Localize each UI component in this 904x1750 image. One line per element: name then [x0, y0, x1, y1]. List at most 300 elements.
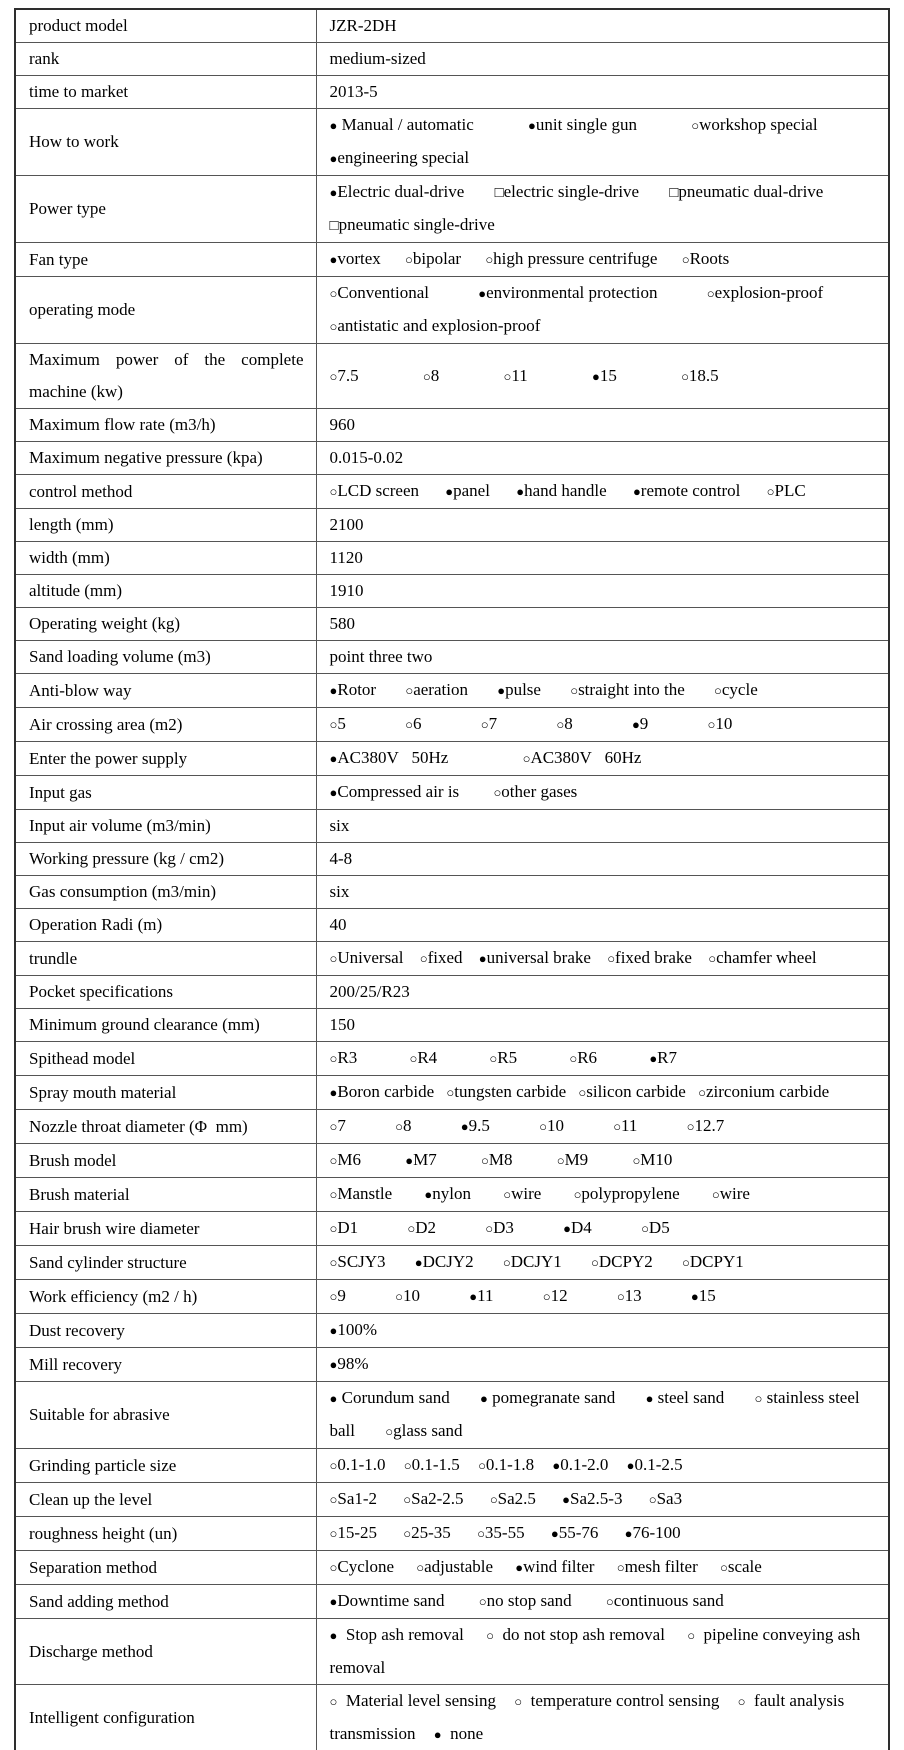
- option-label: 5: [337, 714, 346, 733]
- row-label: Brush material: [15, 1178, 316, 1212]
- table-row: [15, 442, 889, 475]
- radio-empty-icon: ○: [687, 1628, 696, 1643]
- table-row: [15, 909, 889, 942]
- option-label: temperature control sensing: [522, 1691, 720, 1710]
- option-label: steel sand: [653, 1388, 725, 1407]
- option: [469, 1286, 493, 1305]
- row-label: rank: [15, 43, 316, 76]
- option: [405, 249, 461, 268]
- option: [632, 1150, 672, 1169]
- option-label: fault analysis transmission: [329, 1691, 845, 1743]
- radio-empty-icon: ○: [607, 951, 616, 966]
- row-label: Power type: [15, 176, 316, 243]
- option-label: R6: [577, 1048, 598, 1067]
- option-label: universal brake: [486, 948, 591, 967]
- option: [330, 1184, 393, 1203]
- option-label: tungsten carbide: [454, 1082, 567, 1101]
- table-row: [15, 776, 889, 810]
- option-label: AC380V 60Hz: [530, 748, 642, 767]
- radio-empty-icon: ○: [329, 1560, 338, 1575]
- option-label: 7: [488, 714, 498, 733]
- radio-empty-icon: ○: [489, 1492, 498, 1507]
- radio-empty-icon: ○: [329, 484, 338, 499]
- row-label: Maximum flow rate (m3/h): [15, 409, 316, 442]
- option: [514, 1691, 719, 1710]
- option-label: M9: [564, 1150, 589, 1169]
- option-label: high pressure centrifuge: [493, 249, 658, 268]
- row-label: Grinding particle size: [15, 1449, 316, 1483]
- option-label: D1: [337, 1218, 359, 1237]
- option-label: Cyclone: [337, 1557, 395, 1576]
- radio-empty-icon: ○: [591, 1255, 599, 1270]
- option-label: D3: [493, 1218, 514, 1237]
- radio-empty-icon: ○: [691, 118, 700, 133]
- option: [330, 215, 495, 234]
- table-row: [15, 843, 889, 876]
- radio-filled-icon: ●: [329, 785, 338, 800]
- radio-empty-icon: ○: [737, 1694, 746, 1709]
- option: [720, 1557, 762, 1576]
- option: [528, 115, 637, 134]
- option-label: 76-100: [632, 1523, 681, 1542]
- option: [461, 1116, 490, 1135]
- radio-empty-icon: ○: [329, 1119, 338, 1134]
- table-row: [15, 1144, 889, 1178]
- row-label: trundle: [15, 942, 316, 976]
- option: [682, 1252, 744, 1271]
- option-label: wind filter: [523, 1557, 595, 1576]
- radio-empty-icon: ○: [480, 1153, 489, 1168]
- option-label: Electric dual-drive: [337, 182, 465, 201]
- option: [330, 782, 460, 801]
- option: [330, 948, 404, 967]
- radio-empty-icon: ○: [486, 1628, 495, 1643]
- option: [445, 481, 490, 500]
- row-label: product model: [15, 9, 316, 43]
- row-value: [316, 843, 889, 876]
- option-label: pneumatic dual-drive: [678, 182, 824, 201]
- table-row: [15, 409, 889, 442]
- radio-filled-icon: ●: [469, 1289, 478, 1304]
- table-row: [15, 575, 889, 608]
- option-label: SCJY3: [337, 1252, 386, 1271]
- value-text: 1120: [329, 548, 363, 567]
- table-row: [15, 243, 889, 277]
- option: [423, 366, 439, 385]
- option-label: stainless steel ball: [329, 1388, 860, 1440]
- row-label: control method: [15, 475, 316, 509]
- table-row: [15, 1110, 889, 1144]
- row-value: [316, 1685, 889, 1750]
- option: [405, 680, 468, 699]
- value-text: 150: [329, 1015, 355, 1034]
- option: [420, 948, 463, 967]
- option: [516, 481, 606, 500]
- radio-empty-icon: ○: [477, 1526, 485, 1541]
- radio-empty-icon: ○: [478, 1594, 487, 1609]
- row-label: Brush model: [15, 1144, 316, 1178]
- option-label: electric single-drive: [503, 182, 640, 201]
- option: [330, 1523, 378, 1542]
- option: [591, 1252, 653, 1271]
- radio-filled-icon: ●: [329, 252, 338, 267]
- option: [330, 1116, 346, 1135]
- option-label: Compressed air is: [337, 782, 460, 801]
- radio-filled-icon: ●: [414, 1255, 423, 1270]
- option-label: DCPY2: [598, 1252, 653, 1271]
- option: [503, 1252, 562, 1271]
- row-value: [316, 76, 889, 109]
- radio-empty-icon: ○: [605, 1594, 614, 1609]
- option-label: hand handle: [524, 481, 607, 500]
- radio-empty-icon: ○: [329, 1289, 338, 1304]
- option: [330, 1354, 369, 1373]
- radio-filled-icon: ●: [460, 1119, 469, 1134]
- row-value: [316, 942, 889, 976]
- radio-empty-icon: ○: [405, 717, 413, 732]
- option-label: 12.7: [694, 1116, 725, 1135]
- radio-filled-icon: ●: [624, 1526, 633, 1541]
- row-value: [316, 708, 889, 742]
- row-value: [316, 542, 889, 575]
- radio-filled-icon: ●: [550, 1526, 559, 1541]
- option: [708, 948, 816, 967]
- value-text: point three two: [329, 647, 433, 666]
- option: [330, 1048, 358, 1067]
- option: [405, 714, 421, 733]
- radio-filled-icon: ●: [329, 1628, 338, 1643]
- option: [330, 1489, 378, 1508]
- row-value: [316, 641, 889, 674]
- radio-empty-icon: ○: [446, 1085, 455, 1100]
- radio-empty-icon: ○: [503, 1187, 512, 1202]
- radio-empty-icon: ○: [556, 717, 565, 732]
- radio-empty-icon: ○: [616, 1560, 625, 1575]
- option-label: Conventional: [337, 283, 429, 302]
- table-row: [15, 1585, 889, 1619]
- option-label: M10: [640, 1150, 673, 1169]
- row-label: length (mm): [15, 509, 316, 542]
- radio-empty-icon: ○: [632, 1153, 641, 1168]
- radio-filled-icon: ●: [329, 1594, 338, 1609]
- option-label: none: [441, 1724, 484, 1743]
- option-label: Manstle: [337, 1184, 393, 1203]
- option: [698, 1082, 829, 1101]
- option: [691, 115, 817, 134]
- row-value: [316, 1449, 889, 1483]
- table-row: [15, 109, 889, 176]
- radio-empty-icon: ○: [329, 1458, 338, 1473]
- radio-filled-icon: ●: [329, 1323, 338, 1338]
- table-row: [15, 1348, 889, 1382]
- radio-empty-icon: ○: [329, 319, 338, 334]
- radio-empty-icon: ○: [329, 1526, 338, 1541]
- radio-empty-icon: ○: [485, 1221, 494, 1236]
- option: [330, 1286, 346, 1305]
- option: [497, 680, 541, 699]
- option: [557, 1150, 588, 1169]
- radio-filled-icon: ●: [329, 1391, 338, 1406]
- table-row: [15, 1076, 889, 1110]
- row-label: Anti-blow way: [15, 674, 316, 708]
- option: [403, 1489, 463, 1508]
- row-value: [316, 1619, 889, 1685]
- row-value: [316, 1280, 889, 1314]
- option: [330, 182, 465, 201]
- option-label: aeration: [413, 680, 468, 699]
- radio-filled-icon: ●: [433, 1727, 442, 1742]
- radio-empty-icon: ○: [682, 1255, 690, 1270]
- radio-empty-icon: ○: [714, 683, 722, 698]
- option-label: Manual / automatic: [337, 115, 474, 134]
- table-row: [15, 1280, 889, 1314]
- option: [569, 1048, 597, 1067]
- checkbox-empty-icon: □: [494, 185, 504, 201]
- option: [633, 481, 740, 500]
- option: [330, 249, 381, 268]
- row-value: [316, 1110, 889, 1144]
- radio-filled-icon: ●: [329, 683, 338, 698]
- row-value: [316, 742, 889, 776]
- option-label: 100%: [337, 1320, 378, 1339]
- option-label: other gases: [501, 782, 578, 801]
- value-text: 2013-5: [329, 82, 378, 101]
- row-label: Operating weight (kg): [15, 608, 316, 641]
- radio-empty-icon: ○: [569, 1051, 578, 1066]
- row-label: Pocket specifications: [15, 976, 316, 1009]
- radio-filled-icon: ●: [497, 683, 506, 698]
- row-value: [316, 1042, 889, 1076]
- option: [479, 948, 591, 967]
- option-label: 9.5: [468, 1116, 490, 1135]
- option-label: M6: [337, 1150, 361, 1169]
- option-label: remote control: [640, 481, 741, 500]
- option: [551, 1523, 599, 1542]
- table-row: [15, 1246, 889, 1280]
- option-label: wire: [719, 1184, 750, 1203]
- option-label: panel: [453, 481, 490, 500]
- option-label: 11: [511, 365, 528, 385]
- row-value: [316, 909, 889, 942]
- row-label: Fan type: [15, 243, 316, 277]
- option-label: unit single gun: [535, 115, 637, 134]
- radio-empty-icon: ○: [403, 1458, 412, 1473]
- option-label: Sa2-2.5: [411, 1489, 464, 1508]
- option: [330, 1082, 435, 1101]
- radio-filled-icon: ●: [329, 1085, 338, 1100]
- option: [481, 714, 497, 733]
- option: [330, 1150, 361, 1169]
- option: [563, 1218, 592, 1237]
- radio-empty-icon: ○: [405, 683, 414, 698]
- radio-empty-icon: ○: [329, 368, 338, 384]
- row-label: Work efficiency (m2 / h): [15, 1280, 316, 1314]
- radio-empty-icon: ○: [711, 1187, 720, 1202]
- option: [641, 1218, 670, 1237]
- row-value: [316, 575, 889, 608]
- radio-filled-icon: ●: [563, 1221, 572, 1236]
- row-label: Mill recovery: [15, 1348, 316, 1382]
- option-label: bipolar: [412, 249, 462, 268]
- value-text: medium-sized: [329, 49, 426, 68]
- option: [409, 1048, 437, 1067]
- option-label: 6: [412, 714, 422, 733]
- row-value: [316, 409, 889, 442]
- radio-empty-icon: ○: [616, 1289, 625, 1304]
- table-row: [15, 641, 889, 674]
- radio-empty-icon: ○: [329, 717, 338, 732]
- option: [486, 1625, 665, 1644]
- row-label: Intelligent configuration: [15, 1685, 316, 1750]
- radio-empty-icon: ○: [766, 484, 775, 499]
- row-value: [316, 608, 889, 641]
- option: [330, 148, 470, 167]
- radio-empty-icon: ○: [708, 951, 717, 966]
- radio-filled-icon: ●: [329, 151, 338, 166]
- radio-filled-icon: ●: [329, 751, 338, 766]
- table-row: [15, 43, 889, 76]
- radio-filled-icon: ●: [405, 1153, 414, 1168]
- option-label: Rotor: [337, 680, 377, 699]
- option-label: adjustable: [424, 1557, 494, 1576]
- option: [646, 1388, 725, 1407]
- radio-empty-icon: ○: [503, 368, 512, 384]
- option-label: R3: [337, 1048, 358, 1067]
- option: [404, 1455, 460, 1474]
- radio-empty-icon: ○: [686, 1119, 695, 1134]
- row-label: Sand adding method: [15, 1585, 316, 1619]
- option-label: polypropylene: [581, 1184, 680, 1203]
- row-value: [316, 1551, 889, 1585]
- option-label: 15: [698, 1286, 716, 1305]
- value-text: 0.015-0.02: [329, 448, 404, 467]
- option-label: Material level sensing: [337, 1691, 496, 1710]
- option: [416, 1557, 493, 1576]
- option-label: M7: [413, 1150, 437, 1169]
- option: [490, 1489, 536, 1508]
- option-label: 55-76: [558, 1523, 599, 1542]
- option-label: 10: [715, 714, 733, 733]
- radio-filled-icon: ●: [478, 286, 487, 301]
- option-label: 11: [477, 1286, 494, 1305]
- option-label: antistatic and explosion-proof: [337, 316, 541, 335]
- option: [649, 1489, 682, 1508]
- spec-table: [14, 8, 890, 1750]
- radio-filled-icon: ●: [649, 1051, 658, 1066]
- table-row: [15, 1314, 889, 1348]
- option-label: nylon: [432, 1184, 471, 1203]
- value-text: 4-8: [329, 849, 353, 868]
- radio-empty-icon: ○: [329, 1051, 338, 1066]
- table-row: [15, 876, 889, 909]
- row-value: [316, 1348, 889, 1382]
- radio-empty-icon: ○: [542, 1289, 551, 1304]
- option: [714, 680, 758, 699]
- radio-empty-icon: ○: [478, 1458, 486, 1473]
- option-label: 8: [402, 1116, 412, 1135]
- option-label: 18.5: [688, 365, 719, 385]
- radio-empty-icon: ○: [556, 1153, 565, 1168]
- option-label: glass sand: [393, 1421, 463, 1440]
- row-value: [316, 442, 889, 475]
- value-text: 40: [329, 915, 347, 934]
- table-row: [15, 1009, 889, 1042]
- radio-empty-icon: ○: [385, 1424, 394, 1439]
- option-label: DCPY1: [689, 1252, 744, 1271]
- table-row: [15, 542, 889, 575]
- radio-empty-icon: ○: [329, 1153, 338, 1168]
- option: [523, 748, 642, 767]
- option: [330, 748, 449, 767]
- value-text: six: [329, 882, 350, 901]
- option: [682, 249, 730, 268]
- option: [503, 1184, 541, 1203]
- value-text: 2100: [329, 515, 364, 534]
- option: [330, 1252, 386, 1271]
- option-label: environmental protection: [486, 283, 658, 302]
- option-label: 10: [546, 1116, 564, 1135]
- option: [617, 1557, 698, 1576]
- option: [495, 182, 640, 201]
- row-label: width (mm): [15, 542, 316, 575]
- option-label: D2: [415, 1218, 437, 1237]
- option-label: D4: [571, 1218, 592, 1237]
- row-label: time to market: [15, 76, 316, 109]
- option: [562, 1489, 622, 1508]
- option-label: M8: [488, 1150, 513, 1169]
- option: [649, 1048, 677, 1067]
- radio-empty-icon: ○: [493, 785, 502, 800]
- table-row: [15, 509, 889, 542]
- radio-filled-icon: ●: [552, 1458, 561, 1473]
- option: [330, 1320, 378, 1339]
- option-label: workshop special: [699, 115, 818, 134]
- table-row: [15, 1483, 889, 1517]
- option-label: 9: [337, 1286, 346, 1305]
- option: [552, 1455, 608, 1474]
- option: [446, 1082, 566, 1101]
- table-row: [15, 1619, 889, 1685]
- option-label: Roots: [689, 249, 730, 268]
- radio-empty-icon: ○: [329, 1187, 338, 1202]
- option-label: zirconium carbide: [705, 1082, 830, 1101]
- option: [330, 366, 359, 385]
- option: [477, 1523, 525, 1542]
- option: [617, 1286, 642, 1305]
- checkbox-empty-icon: □: [669, 185, 679, 201]
- option-label: Boron carbide: [337, 1082, 435, 1101]
- value-text: six: [329, 816, 350, 835]
- radio-filled-icon: ●: [516, 484, 525, 499]
- value-text: JZR-2DH: [329, 16, 397, 35]
- option: [489, 1048, 517, 1067]
- option-label: 15: [599, 365, 617, 385]
- option-label: PLC: [774, 481, 806, 500]
- option: [330, 714, 346, 733]
- option-label: R4: [417, 1048, 438, 1067]
- option-label: D5: [648, 1218, 670, 1237]
- table-row: [15, 1042, 889, 1076]
- radio-empty-icon: ○: [395, 1119, 403, 1134]
- option: [479, 1591, 572, 1610]
- option: [708, 714, 733, 733]
- option-label: 9: [639, 714, 649, 733]
- option-label: 7: [337, 1116, 346, 1135]
- row-value: [316, 674, 889, 708]
- option: [539, 1116, 564, 1135]
- radio-filled-icon: ●: [626, 1458, 635, 1473]
- row-value: [316, 1314, 889, 1348]
